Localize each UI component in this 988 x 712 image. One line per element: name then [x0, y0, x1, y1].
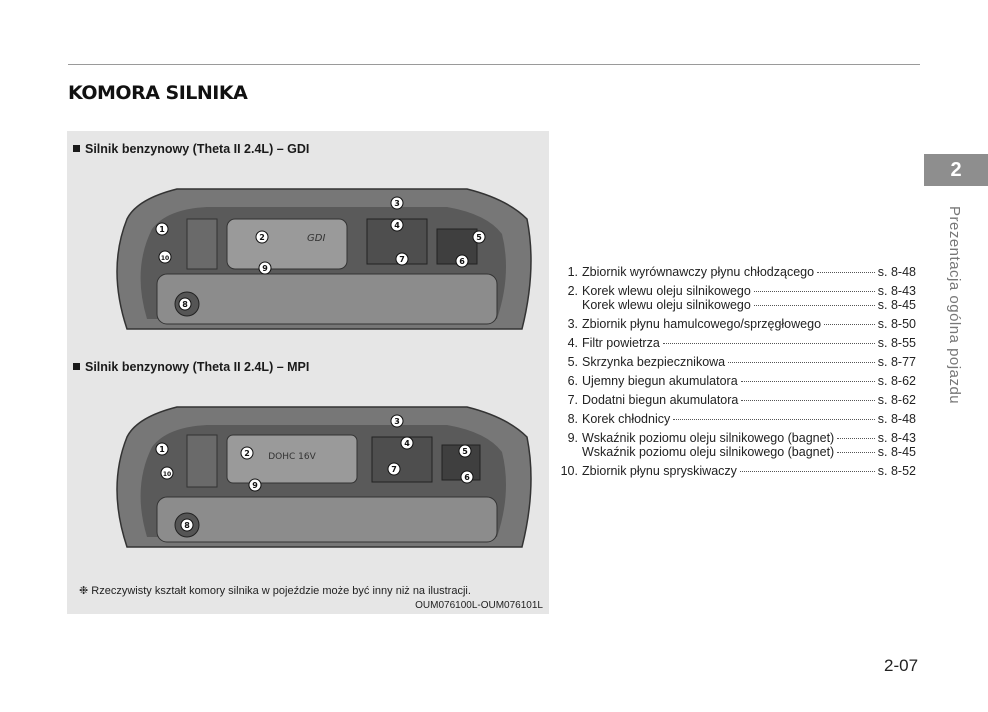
legend-line — [582, 445, 916, 459]
page-reference: s. 8-50 — [877, 317, 916, 331]
callout-5: 5 — [462, 447, 468, 456]
chapter-title: Prezentacja ogólna pojazdu — [946, 206, 963, 405]
legend-text: Filtr powietrza — [582, 336, 660, 350]
leader-dots — [728, 362, 875, 363]
page-reference: s. 8-45 — [877, 298, 916, 312]
callout-3: 3 — [394, 199, 400, 208]
page-reference: s. 8-62 — [877, 374, 916, 388]
gdi-engine-illustration — [107, 179, 537, 339]
callout-8: 8 — [184, 521, 190, 530]
legend-number: 7. — [567, 393, 578, 407]
legend-line — [582, 265, 916, 279]
legend-item — [556, 431, 916, 459]
legend-number: 9. — [567, 431, 578, 445]
legend-item — [556, 412, 916, 426]
top-rule — [68, 64, 920, 65]
callout-4: 4 — [404, 439, 410, 448]
page-reference: s. 8-48 — [877, 265, 916, 279]
legend-text: Zbiornik wyrównawczy płynu chłodzącego — [582, 265, 815, 279]
leader-dots — [741, 400, 874, 401]
legend-item — [556, 355, 916, 369]
component-legend — [556, 265, 916, 483]
leader-dots — [817, 272, 875, 273]
legend-item — [556, 464, 916, 478]
callout-6: 6 — [464, 473, 470, 482]
callout-2: 2 — [244, 449, 250, 458]
engine-figure-panel — [67, 131, 549, 614]
legend-number: 2. — [567, 284, 578, 298]
legend-item — [556, 284, 916, 312]
legend-item — [556, 374, 916, 388]
callout-2: 2 — [259, 233, 265, 242]
legend-number: 3. — [567, 317, 578, 331]
legend-text: Ujemny biegun akumulatora — [582, 374, 738, 388]
legend-line — [582, 336, 916, 350]
page-reference: s. 8-77 — [877, 355, 916, 369]
legend-text: Wskaźnik poziomu oleju silnikowego (bagnet) — [582, 431, 835, 445]
page-reference: s. 8-48 — [877, 412, 916, 426]
legend-text: Wskaźnik poziomu oleju silnikowego (bagnet) — [582, 445, 835, 459]
page-reference: s. 8-55 — [877, 336, 916, 350]
page-number: 2-07 — [884, 656, 919, 675]
legend-text: Zbiornik płynu spryskiwaczy — [582, 464, 737, 478]
legend-number: 5. — [567, 355, 578, 369]
legend-text: Korek wlewu oleju silnikowego — [582, 284, 751, 298]
gdi-heading — [73, 142, 309, 156]
legend-number: 1. — [567, 265, 578, 279]
callout-5: 5 — [476, 233, 482, 242]
section-title: KOMORA SILNIKA — [68, 82, 248, 104]
mpi-heading — [73, 360, 309, 374]
legend-number: 4. — [567, 336, 578, 350]
legend-text: Skrzynka bezpiecznikowa — [582, 355, 726, 369]
callout-8: 8 — [182, 300, 188, 309]
callout-7: 7 — [399, 255, 405, 264]
legend-item — [556, 317, 916, 331]
legend-line — [582, 298, 916, 312]
legend-text: Dodatni biegun akumulatora — [582, 393, 739, 407]
legend-line — [582, 464, 916, 478]
callout-4: 4 — [394, 221, 400, 230]
mpi-heading-text: Silnik benzynowy (Theta II 2.4L) – MPI — [85, 360, 310, 374]
page-reference: s. 8-43 — [877, 284, 916, 298]
mpi-engine-label: DOHC 16V — [268, 452, 316, 462]
legend-number: 6. — [567, 374, 578, 388]
leader-dots — [824, 324, 875, 325]
legend-line — [582, 393, 916, 407]
legend-item — [556, 393, 916, 407]
legend-line — [582, 431, 916, 445]
gdi-engine-label: GDI — [307, 233, 326, 244]
legend-text: Korek wlewu oleju silnikowego — [582, 298, 751, 312]
legend-line — [582, 412, 916, 426]
chapter-tab: 2 — [924, 154, 988, 186]
gdi-heading-text: Silnik benzynowy (Theta II 2.4L) – GDI — [85, 142, 310, 156]
callout-1: 1 — [159, 225, 165, 234]
mpi-engine-illustration — [107, 397, 537, 557]
legend-line — [582, 355, 916, 369]
legend-text: Zbiornik płynu hamulcowego/sprzęgłowego — [582, 317, 822, 331]
leader-dots — [754, 291, 875, 292]
callout-10: 10 — [162, 471, 172, 478]
leader-dots — [740, 471, 875, 472]
callout-9: 9 — [252, 481, 258, 490]
page-reference: s. 8-52 — [877, 464, 916, 478]
callout-7: 7 — [391, 465, 397, 474]
leader-dots — [663, 343, 875, 344]
page-reference: s. 8-45 — [877, 445, 916, 459]
legend-number: 8. — [567, 412, 578, 426]
callout-10: 10 — [160, 255, 170, 262]
leader-dots — [741, 381, 875, 382]
callout-6: 6 — [459, 257, 465, 266]
legend-line — [582, 374, 916, 388]
leader-dots — [754, 305, 875, 306]
leader-dots — [673, 419, 875, 420]
leader-dots — [837, 438, 875, 439]
callout-1: 1 — [159, 445, 165, 454]
legend-line — [582, 284, 916, 298]
figure-code: OUM076100L-OUM076101L — [415, 600, 543, 611]
callout-3: 3 — [394, 417, 400, 426]
leader-dots — [837, 452, 875, 453]
legend-item — [556, 336, 916, 350]
legend-number: 10. — [560, 464, 578, 478]
page-reference: s. 8-62 — [877, 393, 916, 407]
legend-item — [556, 265, 916, 279]
square-bullet-icon — [73, 145, 80, 152]
legend-line — [582, 317, 916, 331]
square-bullet-icon — [73, 363, 80, 370]
page-reference: s. 8-43 — [877, 431, 916, 445]
legend-text: Korek chłodnicy — [582, 412, 671, 426]
figure-note: ❉ Rzeczywisty kształt komory silnika w pojeździe może być inny niż na ilustracji. — [79, 585, 471, 597]
callout-9: 9 — [262, 264, 268, 273]
